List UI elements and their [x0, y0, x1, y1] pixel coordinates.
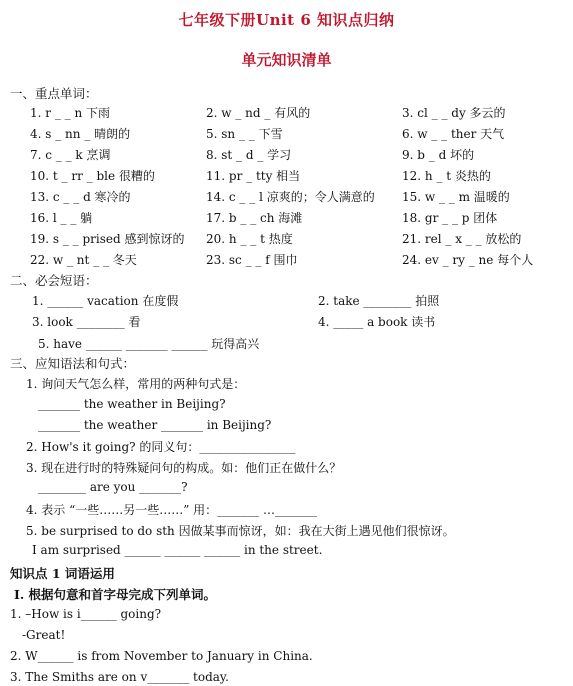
vocab-item: 23. sc _ _ f 围巾 [206, 253, 298, 267]
vocab-item: 22. w _ nt _ _ 冬天 [30, 253, 137, 267]
exercise-item: 3. The Smiths are on v_______ today. [10, 670, 229, 684]
page-title: 七年级下册Unit 6 知识点归纳 [178, 11, 395, 29]
section-heading-grammar: 三、应知语法和句式： [10, 356, 136, 371]
vocab-item: 15. w _ _ m 温暖的 [402, 190, 510, 204]
vocab-item: 6. w _ _ ther 天气 [402, 127, 505, 141]
vocab-item: 13. c _ _ d 寒冷的 [30, 190, 131, 204]
section-heading-words: 一、重点单词： [10, 86, 98, 101]
grammar-line: _______ the weather in Beijing? [38, 397, 226, 411]
vocab-item: 16. l _ _ 躺 [30, 211, 93, 225]
vocab-item: 2. w _ nd _ 有风的 [206, 106, 311, 120]
vocab-item: 1. r _ _ n 下雨 [30, 106, 110, 120]
vocab-item: 21. rel _ x _ _ 放松的 [402, 232, 522, 246]
grammar-line: 3. 现在进行时的特殊疑问句的构成。如：他们正在做什么？ [26, 461, 342, 475]
phrase-item: 1. ______ vacation 在度假 [32, 294, 179, 308]
vocab-item: 5. sn _ _ 下雪 [206, 127, 283, 141]
vocab-item: 7. c _ _ k 烹调 [30, 148, 111, 162]
phrase-item: 5. have ______ _______ ______ 玩得高兴 [38, 337, 260, 351]
vocab-item: 12. h _ t 炎热的 [402, 169, 491, 183]
vocab-item: 20. h _ _ t 热度 [206, 232, 293, 246]
vocab-item: 3. cl _ _ dy 多云的 [402, 106, 506, 120]
exercise-instruction: Ⅰ. 根据句意和首字母完成下列单词。 [14, 587, 217, 602]
vocab-item: 18. gr _ _ p 团体 [402, 211, 498, 225]
vocab-item: 14. c _ _ l 凉爽的；令人满意的 [206, 190, 375, 204]
grammar-line: ________ are you _______? [38, 480, 188, 494]
grammar-line: 4. 表示 “一些……另一些……” 用：_______ …_______ [26, 503, 317, 517]
vocab-item: 9. b _ d 坏的 [402, 148, 475, 162]
exercise-item: -Great! [22, 628, 66, 642]
grammar-line: 5. be surprised to do sth 因做某事而惊讶，如：我在大街上遇见他们很惊讶。 [26, 524, 455, 538]
grammar-line: _______ the weather _______ in Beijing? [38, 418, 272, 432]
exercise-item: 2. W______ is from November to January in China. [10, 649, 313, 663]
phrase-item: 2. take ________ 拍照 [318, 294, 440, 308]
vocab-item: 10. t _ rr _ ble 很糟的 [30, 169, 155, 183]
grammar-line: 2. How's it going? 的同义句：________________ [26, 440, 296, 454]
phrase-item: 4. _____ a book 读书 [318, 315, 436, 329]
vocab-item: 24. ev _ ry _ ne 每个人 [402, 253, 534, 267]
exercise-item: 1. –How is i______ going? [10, 607, 162, 621]
knowledge-point-heading: 知识点 1 词语运用 [10, 566, 115, 581]
section-heading-phrases: 二、必会短语： [10, 273, 98, 288]
grammar-line: 1. 询问天气怎么样，常用的两种句式是： [26, 377, 246, 391]
vocab-item: 8. st _ d _ 学习 [206, 148, 292, 162]
vocab-item: 4. s _ nn _ 晴朗的 [30, 127, 131, 141]
vocab-item: 19. s _ _ prised 感到惊讶的 [30, 232, 185, 246]
grammar-line: I am surprised ______ ______ ______ in the street. [32, 543, 323, 557]
phrase-item: 3. look ________ 看 [32, 315, 141, 329]
vocab-item: 17. b _ _ ch 海滩 [206, 211, 303, 225]
vocab-item: 11. pr _ tty 相当 [206, 169, 301, 183]
page-subtitle: 单元知识清单 [241, 51, 332, 69]
